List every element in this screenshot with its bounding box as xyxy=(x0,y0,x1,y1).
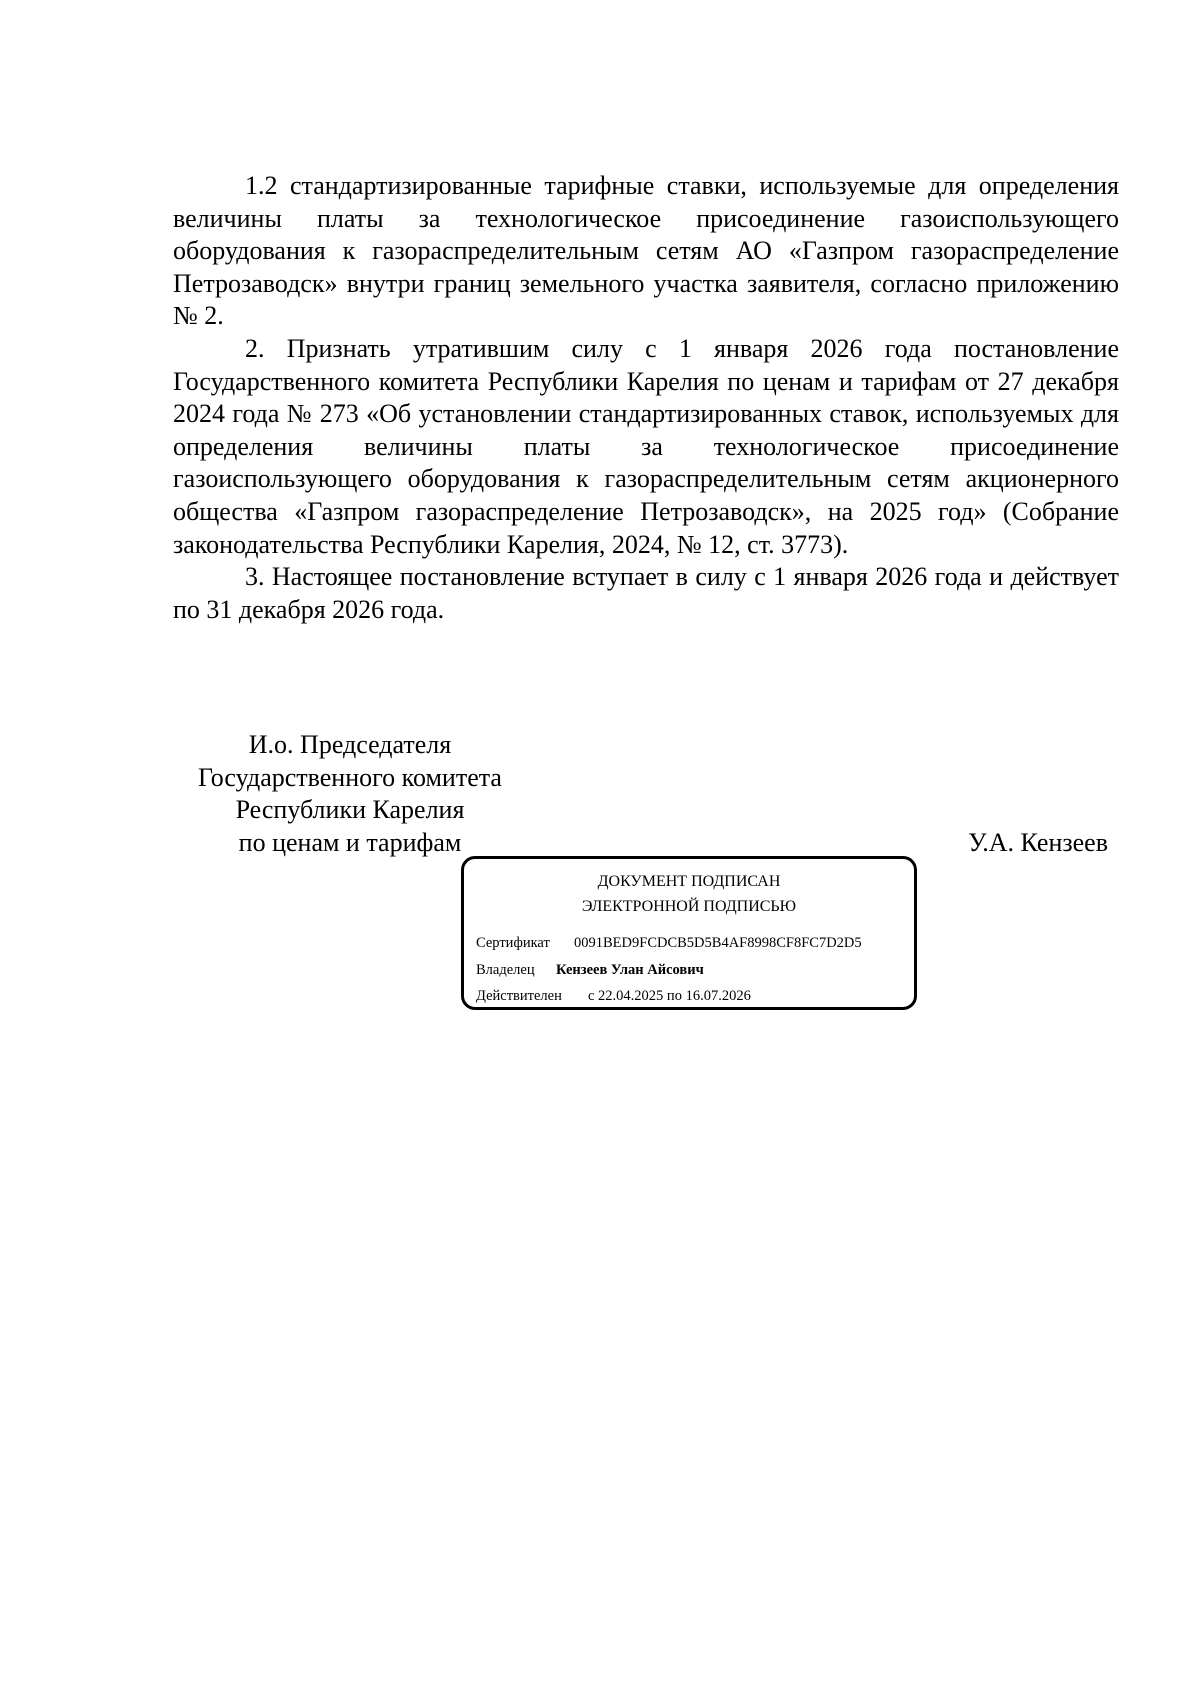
stamp-certificate-value: 0091BED9FCDCB5D5B4AF8998CF8FC7D2D5 xyxy=(574,935,862,951)
signatory-position-line: И.о. Председателя xyxy=(248,730,452,759)
stamp-certificate-row xyxy=(476,933,904,953)
paragraph-1-2: 1.2 стандартизированные тарифные ставки, используемые для определения величины платы за технологическое присоединение газоиспользующего оборудования к газораспределительным сетям АО «Газпром газораспределение Петрозаводск» внутри границ земельного участка заявителя, согласно приложению № 2. xyxy=(173,171,1119,331)
document-body xyxy=(173,170,1119,626)
signatory-position-line: Республики Карелия xyxy=(235,795,465,825)
paragraph-3: 3. Настоящее постановление вступает в силу с 1 января 2026 года и действует по 31 декабря 2026 года. xyxy=(173,562,1119,624)
stamp-title-line: ДОКУМЕНТ ПОДПИСАН xyxy=(597,873,781,890)
stamp-validity-row xyxy=(476,986,904,1006)
electronic-signature-stamp xyxy=(461,856,917,1010)
stamp-validity-value: с 22.04.2025 по 16.07.2026 xyxy=(588,988,751,1004)
signatory-name: У.А. Кензеев xyxy=(968,828,1108,857)
stamp-title-line: ЭЛЕКТРОННОЙ ПОДПИСЬЮ xyxy=(581,898,797,915)
stamp-owner-label: Владелец xyxy=(476,962,535,978)
paragraph-2: 2. Признать утратившим силу с 1 января 2026 года постановление Государственного комитета Республики Карелия по ценам и тарифам от 27 декабря 2024 года № 273 «Об установлении стандартизированных ставок, используемых для определения величины платы за технологическое присоединение газоиспользующего оборудования к газораспределительным сетям акционерного общества «Газпром газораспределение Петрозаводск», на 2025 год» (Собрание законодательства Республики Карелия, 2024, № 12, ст. 3773). xyxy=(173,333,1119,559)
stamp-owner-value: Кензеев Улан Айсович xyxy=(556,962,704,978)
stamp-owner-row xyxy=(476,960,904,980)
signatory-position-line: Государственного комитета xyxy=(198,762,502,792)
signatory-position xyxy=(160,729,540,859)
stamp-title xyxy=(464,869,914,919)
stamp-validity-label: Действителен xyxy=(476,988,562,1004)
signatory-position-line: по ценам и тарифам xyxy=(238,827,462,857)
stamp-certificate-label: Сертификат xyxy=(476,935,550,951)
